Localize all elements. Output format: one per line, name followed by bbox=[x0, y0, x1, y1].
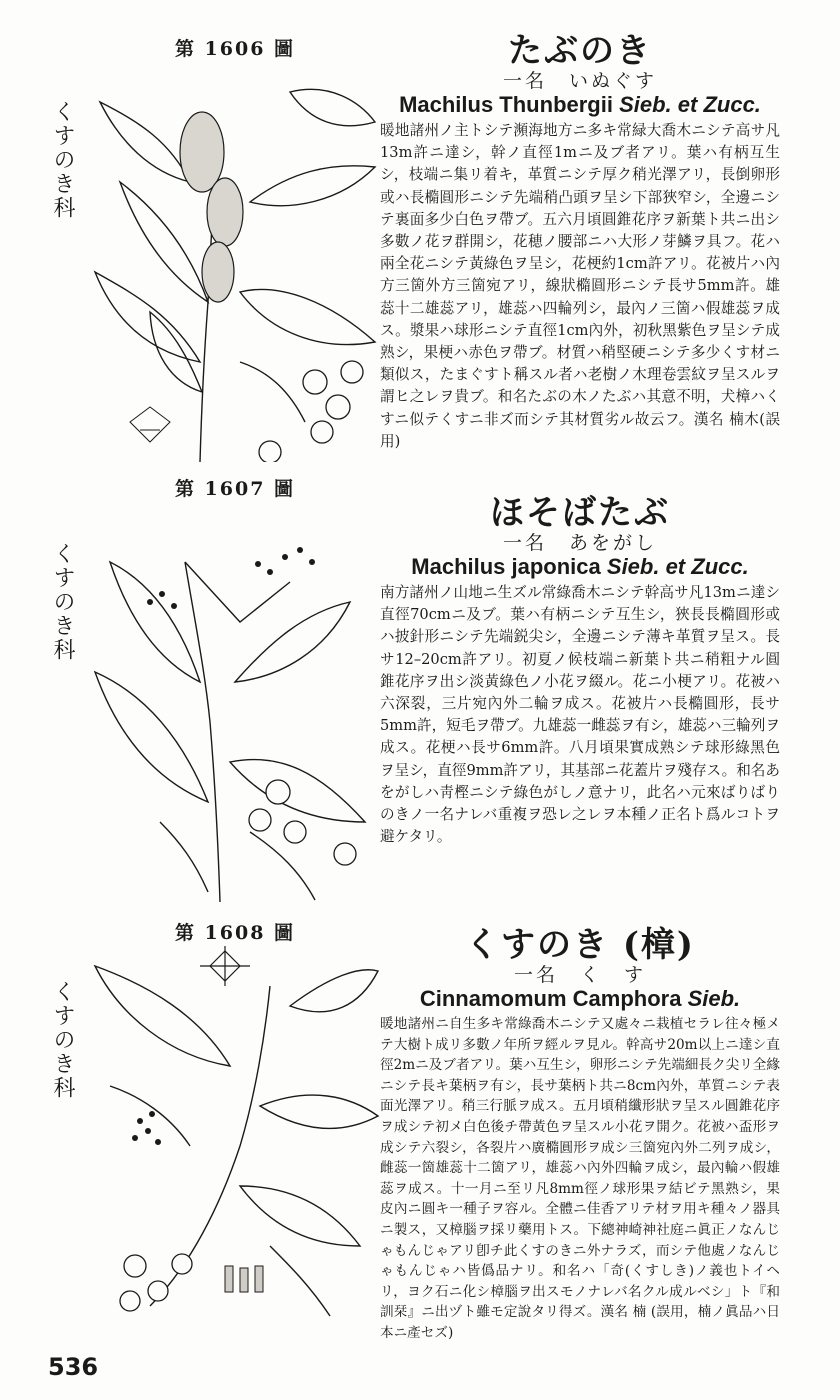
authority: Sieb. et Zucc. bbox=[619, 92, 761, 117]
botanical-drawing bbox=[90, 62, 380, 462]
entry-text bbox=[380, 494, 780, 848]
japanese-name: くすのき (樟) bbox=[464, 925, 695, 965]
figure-number: 第 1606 圖 bbox=[174, 38, 296, 60]
alternate-name: 一名 く す bbox=[513, 964, 646, 986]
figure-number: 第 1608 圖 bbox=[174, 922, 296, 944]
entry-1608 bbox=[0, 912, 840, 1341]
description: 南方諸州ノ山地ニ生ズル常綠喬木ニシテ幹高サ凡13mニ達シ直徑70cmニ及ブ。葉ハ有柄ニシテ互生シ，狹長長橢圓形或ハ披針形ニシテ先端鋭尖シ，全邊ニシテ薄キ革質ヲ呈ス。長サ12–20cm許アリ。初夏ノ候枝端ニ新葉ト共ニ稍粗ナル圓錐花序ヲ出シ淡黃綠色ノ小花ヲ綴ル。花ニ小梗アリ。花被ハ六深裂，三片宛內外二輪ヲ成ス。花被片ハ長橢圓形，長サ5mm許，短毛ヲ帶ブ。九雄蕊一雌蕊ヲ有シ，雄蕊ハ三輪列ヲ成ス。花梗ハ長サ6mm許。八月頃果實成熟シテ球形綠黑色ヲ呈シ，直徑9mm許アリ，其基部ニ花蓋片ヲ殘存ス。和名あをがしハ靑樫ニシテ綠色がしノ意ナリ，此名ハ元來ばりばりのきノ一名ナレバ重複ヲ恐レ之レヲ本種ノ正名ト爲ルコトヲ避ケタリ。 bbox=[380, 584, 780, 846]
family-label: くすのき科 bbox=[50, 542, 75, 662]
genus-species: Machilus Thunbergii bbox=[399, 92, 613, 117]
description: 暖地諸州ノ主トシテ瀕海地方ニ多キ常緑大喬木ニシテ高サ凡13m許ニ達シ，幹ノ直徑1mニ及ブ者アリ。葉ハ有柄互生シ，枝端ニ集リ着キ，革質ニシテ厚ク稍光澤アリ，長倒卵形或ハ長橢圓形ニシテ先端稍凸頭ヲ呈シ下部狹窄シ，全邊ニシテ裏面多少白色ヲ帶ブ。五六月頃圓錐花序ヲ新葉ト共ニ出シ多數ノ花ヲ群開シ，花穂ノ腰部ニハ大形ノ芽鱗ヲ具フ。花ハ兩全花ニシテ黃綠色ヲ呈シ，花梗約1cm許アリ。花被片ハ內方三箇外方三箇宛アリ，線狀橢圓形ニシテ長サ5mm許。雄蕊十二雄蕊アリ，雄蕊ハ四輪列シ，最內ノ三箇ハ假雄蕊ヲ成ス。漿果ハ球形ニシテ直徑1cm內外，初秋黑紫色ヲ呈シテ成熟シ，果梗ハ赤色ヲ帶ブ。材質ハ稍堅硬ニシテ多少くす材ニ類似ス，たまぐすト稱スル者ハ老樹ノ木理卷雲紋ヲ呈スルヲ謂ヒ之レヲ貴ブ。和名たぶの木ノたぶハ其意不明，犬樟ハくすニ似テくすニ非ズ而シテ其材質劣ル故云フ。漢名 楠木(誤用) bbox=[380, 122, 780, 450]
family-label: くすのき科 bbox=[50, 980, 75, 1100]
alternate-name: 一名 いぬぐす bbox=[502, 70, 657, 92]
plant-illustration-tabunoki bbox=[90, 62, 380, 462]
plant-illustration-hosobatabu bbox=[90, 502, 380, 902]
scientific-name bbox=[380, 986, 780, 1012]
genus-species: Machilus japonica bbox=[411, 554, 601, 579]
authority: Sieb. et Zucc. bbox=[606, 554, 749, 579]
description: 暖地諸州ニ自生多キ常綠喬木ニシテ又處々ニ栽植セラレ往々極メテ大樹ト成リ多數ノ年所ヲ經ルヲ見ル。幹高サ20m以上ニ達シ直徑2mニ及ブ者アリ。葉ハ互生シ，卵形ニシテ先端細長ク尖リ全緣ニシテ長キ葉柄ヲ有シ，長サ葉柄ト共ニ8cm內外，革質ニシテ表面光澤アリ。稍三行脈ヲ成ス。五月頃稍纖形狀ヲ呈スル圓錐花序ヲ成シテ初メ白色後チ帶黃色ヲ呈スル小花ヲ開ク。花被ハ盃形ヲ成シテ六裂シ，各裂片ハ廣橢圓形ヲ成シ三箇宛內外二列ヲ成シ，雌蕊一箇雄蕊十二箇アリ，雄蕊ハ內外四輪ヲ成シ，最內輪ハ假雄蕊ヲ成ス。十一月ニ至リ凡8mm徑ノ球形果ヲ結ビテ黑熟シ，果皮內ニ圓キ一種子ヲ容ル。全體ニ佳香アリテ材ヲ用キ種々ノ器具ニ製ス，又樟腦ヲ採リ藥用トス。下總神崎神社庭ニ眞正ノなんじゃもんじゃアリ卽チ此くすのきニ外ナラズ，而シテ他處ノなんじゃもんじゃハ皆僞品ナリ。和名ハ「奇(くすしき)ノ義也トイヘリ，ヨク石ニ化シ樟腦ヲ出スモノナレバ名クル成ルベシ」ト『和訓栞』ニ出ヅト雖モ定說タリ得ズ。漢名 楠 (誤用，楠ノ眞品ハ日本ニ產セズ) bbox=[380, 1016, 780, 1341]
family-label: くすのき科 bbox=[50, 100, 75, 220]
entry-text bbox=[380, 32, 780, 453]
authority: Sieb. bbox=[687, 986, 741, 1011]
japanese-name: ほそばたぶ bbox=[490, 493, 670, 533]
alternate-name: 一名 あをがし bbox=[502, 532, 657, 554]
page-number: 536 bbox=[48, 1353, 99, 1381]
plant-illustration-kusunoki bbox=[90, 946, 380, 1326]
entry-1606 bbox=[0, 28, 840, 468]
entry-text bbox=[380, 926, 780, 1344]
botanical-drawing bbox=[90, 946, 380, 1326]
botanical-drawing bbox=[90, 502, 380, 902]
scientific-name bbox=[380, 554, 780, 580]
figure-number: 第 1607 圖 bbox=[174, 478, 296, 500]
scientific-name bbox=[380, 92, 780, 118]
japanese-name: たぶのき bbox=[508, 31, 652, 71]
genus-species: Cinnamomum Camphora bbox=[419, 986, 682, 1011]
entry-1607 bbox=[0, 470, 840, 910]
